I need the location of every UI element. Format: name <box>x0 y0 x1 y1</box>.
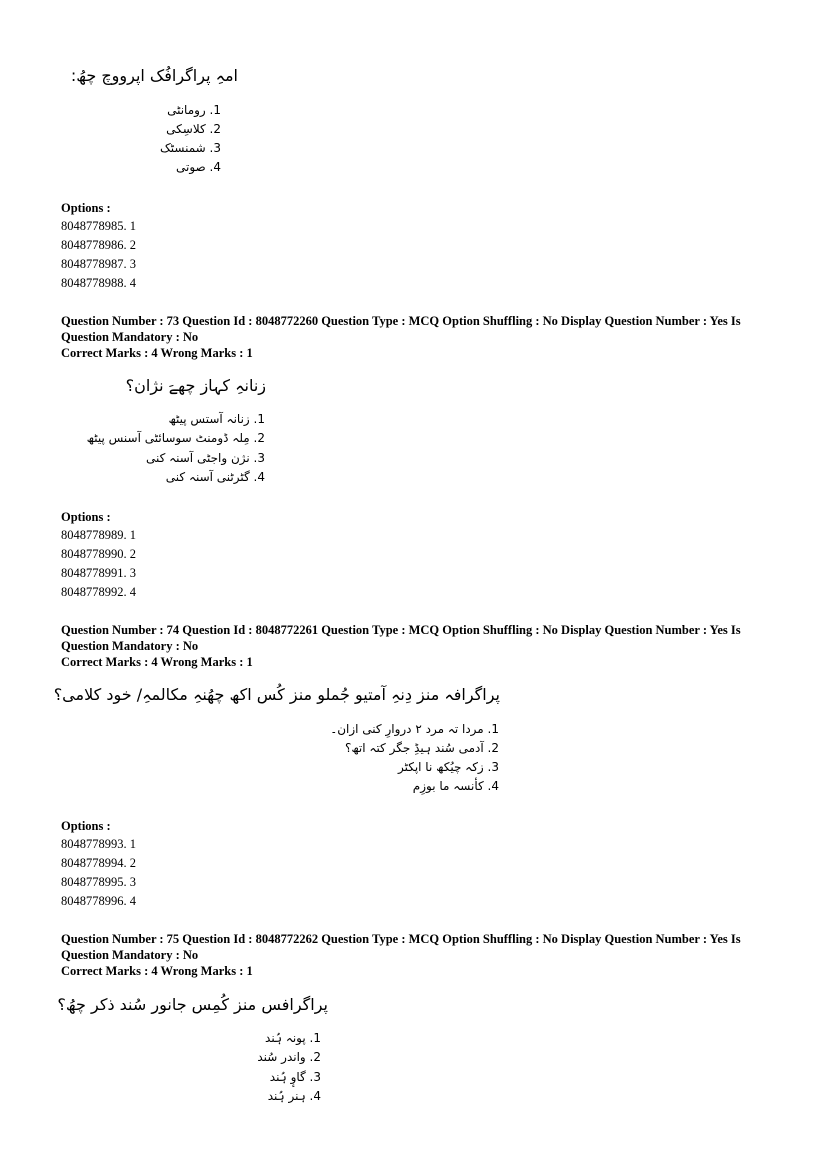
question-72-choice-3: 3. شمنسٹک <box>160 141 221 155</box>
question-74-option-id-3: 8048778995. 3 <box>61 875 136 889</box>
question-73-text: زنانہِ کہاز چھےَ نژان؟ <box>125 376 266 395</box>
question-75-choice-3: 3. گاوٕ ہُند <box>269 1070 321 1084</box>
question-75-choice-4: 4. ہنر ہُند <box>267 1089 321 1103</box>
question-74-text: پراگرافہ منز دِنہِ آمتیو جُملو منز کُس اکھ چھُنہِ مکالمہِ/ خود کلامی؟ <box>53 685 500 704</box>
question-75-meta-line2: Question Mandatory : No <box>61 948 199 962</box>
question-74-option-id-2: 8048778994. 2 <box>61 856 136 870</box>
question-75-meta-line1: Question Number : 75 Question Id : 8048772262 Question Type : MCQ Option Shuffling : No Display Question Number : Yes Is <box>61 932 741 946</box>
question-72-option-id-4: 8048778988. 4 <box>61 276 136 290</box>
question-74-choice-2: 2. آدمی سُند ہیڈِ جگر کتہ اتھ؟ <box>344 741 499 755</box>
question-73-choice-3: 3. نژن واجٹی آسنہ کنی <box>145 451 265 465</box>
question-73-choice-2: 2. مِلہ ڈومنٹ سوسائٹی آسنس پیٹھ <box>86 431 265 445</box>
question-72-options-label: Options : <box>61 201 111 215</box>
question-72-option-id-3: 8048778987. 3 <box>61 257 136 271</box>
question-73-choice-1: 1. زنانہ آستس پیٹھ <box>168 412 265 426</box>
question-74-choice-1: 1. مردا تہ مرد ۲ دروارِ کنی ازان۔ <box>330 722 499 736</box>
question-72-text: امہِ پراگرافُک اپرووچ چھُ: <box>70 66 238 85</box>
question-74-meta-line2: Question Mandatory : No <box>61 639 199 653</box>
question-74-choice-4: 4. کأنسہ ما بوزِم <box>412 779 499 793</box>
question-73-option-id-3: 8048778991. 3 <box>61 566 136 580</box>
question-72-option-id-1: 8048778985. 1 <box>61 219 136 233</box>
question-73-meta-line2: Question Mandatory : No <box>61 330 199 344</box>
question-73-options-label: Options : <box>61 510 111 524</box>
question-75-choice-1: 1. پونہ ہُند <box>265 1031 321 1045</box>
question-74-choice-3: 3. زکہ چیُکھ نا اپکٹر <box>397 760 499 774</box>
question-74-option-id-4: 8048778996. 4 <box>61 894 136 908</box>
question-75-marks: Correct Marks : 4 Wrong Marks : 1 <box>61 964 253 978</box>
question-72-choice-2: 2. کلاسِکی <box>166 122 221 136</box>
question-73-meta-line1: Question Number : 73 Question Id : 8048772260 Question Type : MCQ Option Shuffling : No Display Question Number : Yes Is <box>61 314 741 328</box>
question-73-marks: Correct Marks : 4 Wrong Marks : 1 <box>61 346 253 360</box>
question-74-options-label: Options : <box>61 819 111 833</box>
question-72-choice-1: 1. رومانٹی <box>167 103 221 117</box>
question-75-meta <box>61 931 761 979</box>
question-75-text: پراگرافس منز کُمِس جانور سُند ذکر چھُ؟ <box>57 995 328 1014</box>
question-73-meta <box>61 313 761 361</box>
question-73-option-id-2: 8048778990. 2 <box>61 547 136 561</box>
question-72-option-id-2: 8048778986. 2 <box>61 238 136 252</box>
question-73-option-id-4: 8048778992. 4 <box>61 585 136 599</box>
question-74-meta-line1: Question Number : 74 Question Id : 8048772261 Question Type : MCQ Option Shuffling : No Display Question Number : Yes Is <box>61 623 741 637</box>
question-73-choice-4: 4. گٹرٹنی آسنہ کنی <box>165 470 265 484</box>
question-74-marks: Correct Marks : 4 Wrong Marks : 1 <box>61 655 253 669</box>
question-74-option-id-1: 8048778993. 1 <box>61 837 136 851</box>
question-75-choice-2: 2. واندر سُند <box>257 1050 321 1064</box>
question-72-choice-4: 4. صوتی <box>176 160 221 174</box>
question-73-option-id-1: 8048778989. 1 <box>61 528 136 542</box>
question-74-meta <box>61 622 761 670</box>
